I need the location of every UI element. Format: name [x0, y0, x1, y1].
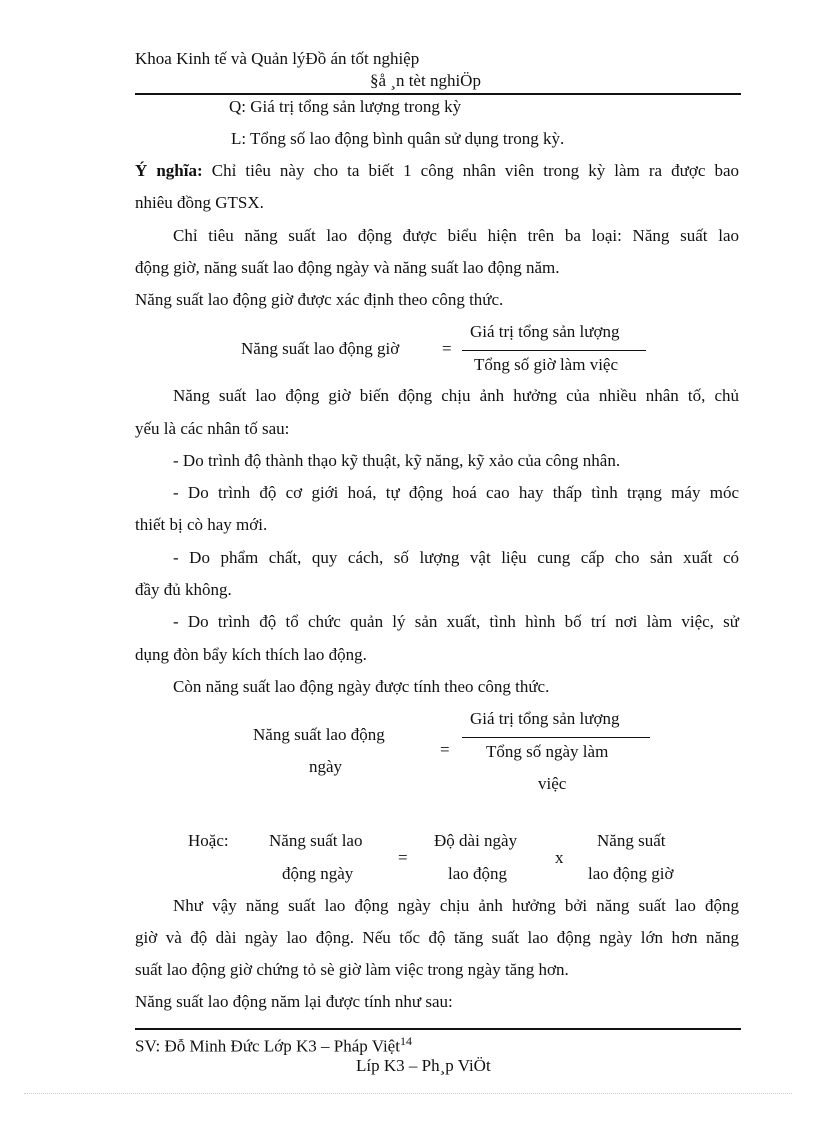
formula-1-left: Năng suất lao động giờ	[241, 339, 400, 358]
formula-3-c-line-1: Năng suất	[597, 831, 666, 850]
bullet-2-line-2: thiết bị cò hay mới.	[135, 515, 268, 534]
formula-3-label: Hoặc:	[188, 831, 229, 850]
formula-3-times: x	[555, 848, 564, 867]
formula-2-denominator-line-2: việc	[538, 774, 567, 793]
formula-1-numerator: Giá trị tổng sản lượng	[470, 322, 620, 341]
formula-1-fraction-bar	[462, 350, 646, 351]
bullet-2-line-1: - Do trình độ cơ giới hoá, tự động hoá cao hay thấp tình trạng máy móc	[173, 483, 739, 502]
paragraph-3-line-1: Năng suất lao động giờ biến động chịu ảnh hưởng của nhiều nhân tố, chủ	[173, 386, 739, 405]
paragraph-1-line-1: Chỉ tiêu năng suất lao động được biểu hiện trên ba loại: Năng suất lao	[173, 226, 739, 245]
paragraph-1-line-2: động giờ, năng suất lao động ngày và năng suất lao động năm.	[135, 258, 560, 277]
paragraph-2: Năng suất lao động giờ được xác định theo công thức.	[135, 290, 504, 309]
header-rule	[135, 93, 741, 95]
footer-class: Líp K3 – Ph¸p ViÖt	[356, 1056, 491, 1075]
formula-3-a-line-2: động ngày	[282, 864, 354, 883]
formula-2-denominator-line-1: Tổng số ngày làm	[486, 742, 609, 761]
bullet-3-line-2: đầy đủ không.	[135, 580, 232, 599]
meaning-label: Ý nghĩa:	[135, 161, 203, 180]
footer-rule	[135, 1028, 741, 1030]
meaning-line-2: nhiêu đồng GTSX.	[135, 193, 264, 212]
q-definition: Q: Giá trị tổng sản lượng trong kỳ	[229, 97, 462, 116]
paragraph-4: Còn năng suất lao động ngày được tính theo công thức.	[173, 677, 550, 696]
formula-3-b-line-2: lao động	[448, 864, 508, 883]
footer-student: SV: Đỗ Minh Đức Lớp K3 – Pháp Việt$^{14}$	[135, 1034, 412, 1056]
paragraph-3-line-2: yếu là các nhân tố sau:	[135, 419, 290, 438]
bullet-4-line-2: dụng đòn bẩy kích thích lao động.	[135, 645, 367, 664]
formula-3-a-line-1: Năng suất lao	[269, 831, 363, 850]
formula-3-c-line-2: lao động giờ	[588, 864, 674, 883]
formula-3-b-line-1: Độ dài ngày	[434, 831, 518, 850]
formula-2-fraction-bar	[462, 737, 650, 738]
bullet-3-line-1: - Do phẩm chất, quy cách, số lượng vật liệu cung cấp cho sản xuất có	[173, 548, 739, 567]
paragraph-6: Năng suất lao động năm lại được tính như sau:	[135, 992, 453, 1011]
formula-2-left-line-1: Năng suất lao động	[253, 725, 385, 744]
bullet-4-line-1: - Do trình độ tổ chức quản lý sản xuất, tình hình bố trí nơi làm việc, sử	[173, 612, 739, 631]
formula-1-equals: =	[442, 339, 452, 358]
formula-2-equals: =	[440, 740, 450, 759]
l-definition: L: Tổng số lao động bình quân sử dụng trong kỳ.	[231, 129, 565, 148]
header-title: Khoa Kinh tế và Quản lýĐồ án tốt nghiệp	[135, 49, 420, 68]
formula-1-denominator: Tổng số giờ làm việc	[474, 355, 619, 374]
formula-2-left-line-2: ngày	[309, 757, 343, 776]
formula-2-numerator: Giá trị tổng sản lượng	[470, 709, 620, 728]
bullet-1: - Do trình độ thành thạo kỹ thuật, kỹ năng, kỹ xảo của công nhân.	[173, 451, 621, 470]
paragraph-5-line-2: giờ và độ dài ngày lao động. Nếu tốc độ tăng suất lao động ngày lớn hơn năng	[135, 928, 739, 947]
formula-3-equals: =	[398, 848, 408, 867]
page-edge-dotted	[24, 1093, 792, 1094]
header-subtitle: §å ¸n tèt nghiÖp	[370, 71, 481, 90]
paragraph-5-line-3: suất lao động giờ chứng tỏ sè giờ làm việc trong ngày tăng hơn.	[135, 960, 569, 979]
page-number: 14	[399, 1034, 412, 1048]
meaning-line-1: Ý nghĩa: Chỉ tiêu này cho ta biết 1 công nhân viên trong kỳ làm ra được bao	[135, 161, 739, 180]
paragraph-5-line-1: Như vậy năng suất lao động ngày chịu ảnh hưởng bởi năng suất lao động	[173, 896, 739, 915]
